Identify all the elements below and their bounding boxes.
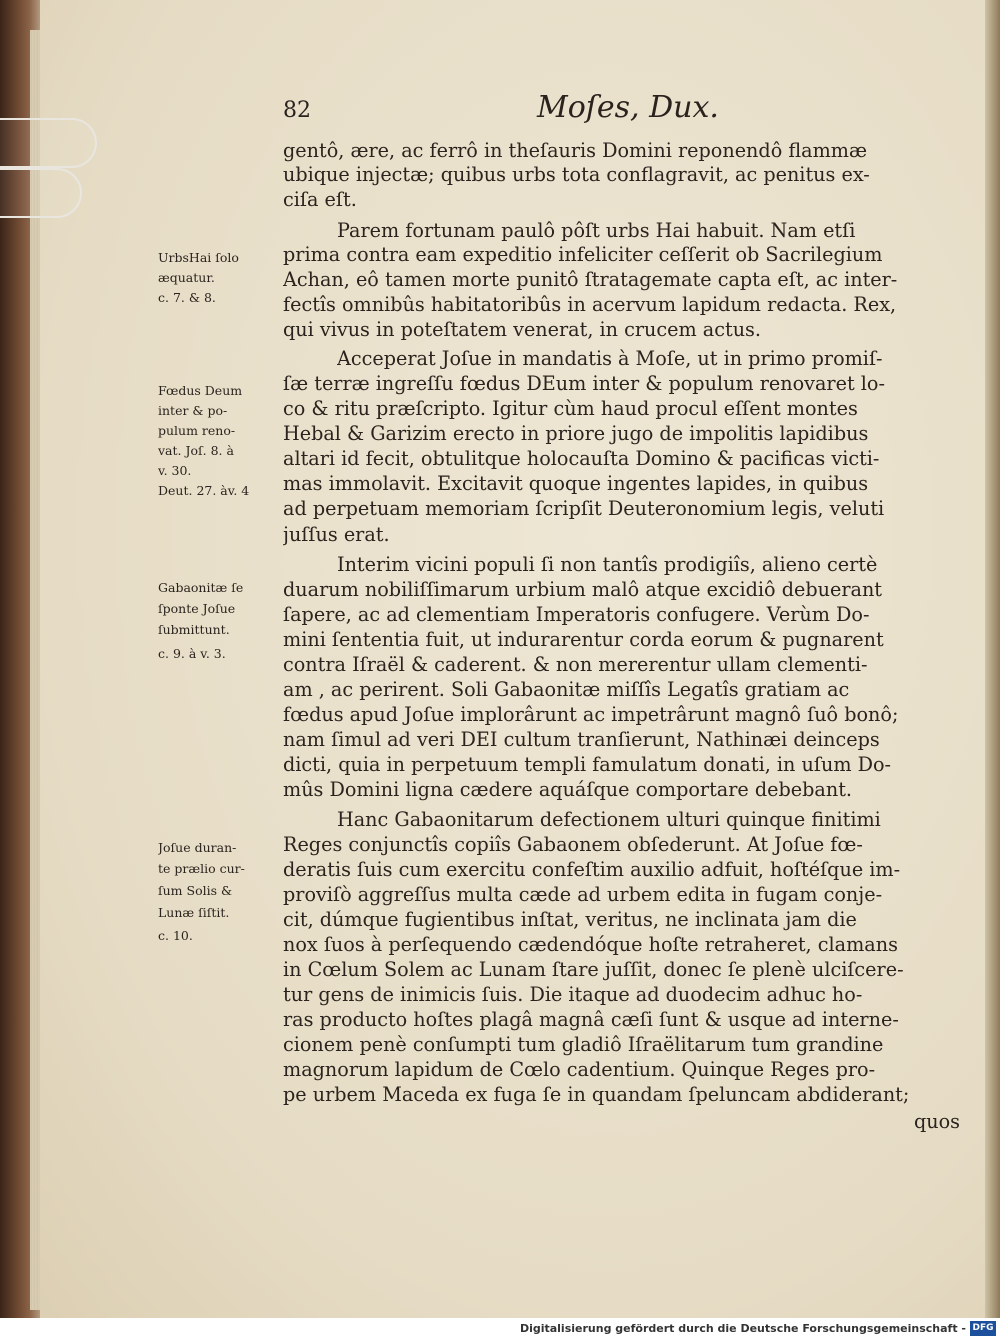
page-clip-tab (0, 118, 97, 168)
margin-note-line: æquatur. (158, 270, 215, 285)
text-line: tur gens de inimicis ſuis. Die itaque ad duodecim adhuc ho- (283, 983, 863, 1006)
margin-note-line: ſponte Joſue (158, 601, 236, 616)
text-line: qui vivus in poteſtatem venerat, in crucem actus. (283, 318, 761, 341)
text-line: pe urbem Maceda ex fuga ſe in quandam ſpeluncam abdiderant; (283, 1083, 910, 1106)
text-line: nox ſuos à perſequendo cædendóque hoſte retraheret, clamans (283, 933, 898, 956)
text-line: magnorum lapidum de Cœlo cadentium. Quinque Reges pro- (283, 1058, 876, 1081)
text-line: Parem fortunam paulô pôſt urbs Hai habuit. Nam etſi (337, 219, 856, 242)
text-line: ad perpetuam memoriam ſcripſit Deuteronomium legis, veluti (283, 497, 885, 520)
text-line: proviſò aggreſſus multa cæde ad urbem edita in fugam conje- (283, 883, 883, 906)
text-line: cit, dúmque fugientibus inſtat, veritus, ne inclinata jam die (283, 908, 857, 931)
text-line: fectîs omnibûs habitatoribûs in acervum lapidum redacta. Rex, (283, 293, 897, 316)
margin-note-line: Joſue duran- (158, 840, 237, 855)
text-line: prima contra eam expeditio infeliciter ceſſerit ob Sacrilegium (283, 243, 883, 266)
text-line: contra Iſraël & caderent. & non mererentur ullam clementi- (283, 653, 868, 676)
text-line: mini ſententia fuit, ut indurarentur corda eorum & pugnarent (283, 628, 884, 651)
text-line: ubique injectæ; quibus urbs tota conflagravit, ac penitus ex- (283, 163, 870, 186)
margin-note-line: Gabaonitæ ſe (158, 580, 244, 595)
page-clip-tab (0, 168, 82, 218)
margin-note-line: te prælio cur- (158, 861, 245, 876)
footer-bar (0, 1318, 1000, 1340)
text-line: ſæ terræ ingreſſu fœdus DEum inter & populum renovaret lo- (283, 372, 885, 395)
margin-note-line: c. 9. à v. 3. (158, 646, 226, 661)
page-number: 82 (283, 98, 311, 123)
text-line: Reges conjunctîs copiîs Gabaonem obſederunt. At Joſue fœ- (283, 833, 863, 856)
margin-note-line: ſubmittunt. (158, 622, 230, 637)
text-line: mas immolavit. Excitavit quoque ingentes lapides, in quibus (283, 472, 869, 495)
running-title: Moſes, Dux. (537, 90, 719, 125)
text-line: in Cœlum Solem ac Lunam ſtare juſſit, donec ſe plenè ulciſcere- (283, 958, 904, 981)
margin-note-line: c. 7. & 8. (158, 290, 216, 305)
margin-note-line: Fœdus Deum (158, 383, 243, 398)
margin-note-line: ſum Solis & (158, 883, 233, 898)
text-line: am , ac perirent. Soli Gabaonitæ miſſîs Legatîs gratiam ac (283, 678, 850, 701)
margin-note-line: inter & po- (158, 403, 228, 418)
text-line: mûs Domini ligna cædere aquáſque comportare debebant. (283, 778, 853, 801)
page-shadow-edge (985, 0, 1000, 1318)
text-line: duarum nobiliſſimarum urbium malô atque excidiô debuerant (283, 578, 883, 601)
text-line: juſſus erat. (283, 523, 390, 546)
text-line: ciſa eſt. (283, 188, 357, 211)
text-line: fœdus apud Joſue implorârunt ac impetrârunt magnô ſuô bonô; (283, 703, 899, 726)
text-line: ras producto hoſtes plagâ magnâ cæſi ſunt & usque ad interne- (283, 1008, 899, 1031)
text-line: cionem penè conſumpti tum gladiô Iſraëlitarum tum grandine (283, 1033, 884, 1056)
text-line: gentô, ære, ac ferrô in theſauris Domini reponendô flammæ (283, 139, 868, 162)
text-line: co & ritu præſcripto. Igitur cùm haud procul eſſent montes (283, 397, 858, 420)
text-line: ſapere, ac ad clementiam Imperatoris confugere. Verùm Do- (283, 603, 870, 626)
text-line: Acceperat Joſue in mandatis à Moſe, ut in primo promiſ- (337, 347, 883, 370)
margin-note-line: Lunæ ſiſtit. (158, 905, 230, 920)
margin-note-line: vat. Joſ. 8. à (158, 443, 234, 458)
text-line: nam ſimul ad veri DEI cultum tranſierunt, Nathinæi deinceps (283, 728, 880, 751)
text-line: Hanc Gabaonitarum defectionem ulturi quinque finitimi (337, 808, 881, 831)
margin-note-line: v. 30. (158, 463, 192, 478)
text-line: Achan, eô tamen morte punitô ſtratagemate capta eſt, ac inter- (283, 268, 898, 291)
text-line: Hebal & Garizim erecto in priore jugo de impolitis lapidibus (283, 422, 869, 445)
margin-note-line: UrbsHai ſolo (158, 250, 239, 265)
digitization-credit: Digitalisierung gefördert durch die Deutsche Forschungsgemeinschaft - (519, 1322, 966, 1335)
catchword: quos (913, 1110, 960, 1133)
margin-note-line: c. 10. (158, 928, 193, 943)
margin-note-line: pulum reno- (158, 423, 236, 438)
text-line: altari id fecit, obtulitque holocauſta Domino & pacificas victi- (283, 447, 880, 470)
margin-note-line: Deut. 27. àv. 4 (158, 483, 250, 498)
text-line: deratis ſuis cum exercitu confeſtim auxilio adfuit, hoſtéſque im- (283, 858, 901, 881)
text-line: Interim vicini populi ſi non tantîs prodigiîs, alieno certè (337, 553, 878, 576)
dfg-logo: DFG (970, 1321, 996, 1336)
text-line: dicti, quia in perpetuum templi famulatum donati, in uſum Do- (283, 753, 892, 776)
